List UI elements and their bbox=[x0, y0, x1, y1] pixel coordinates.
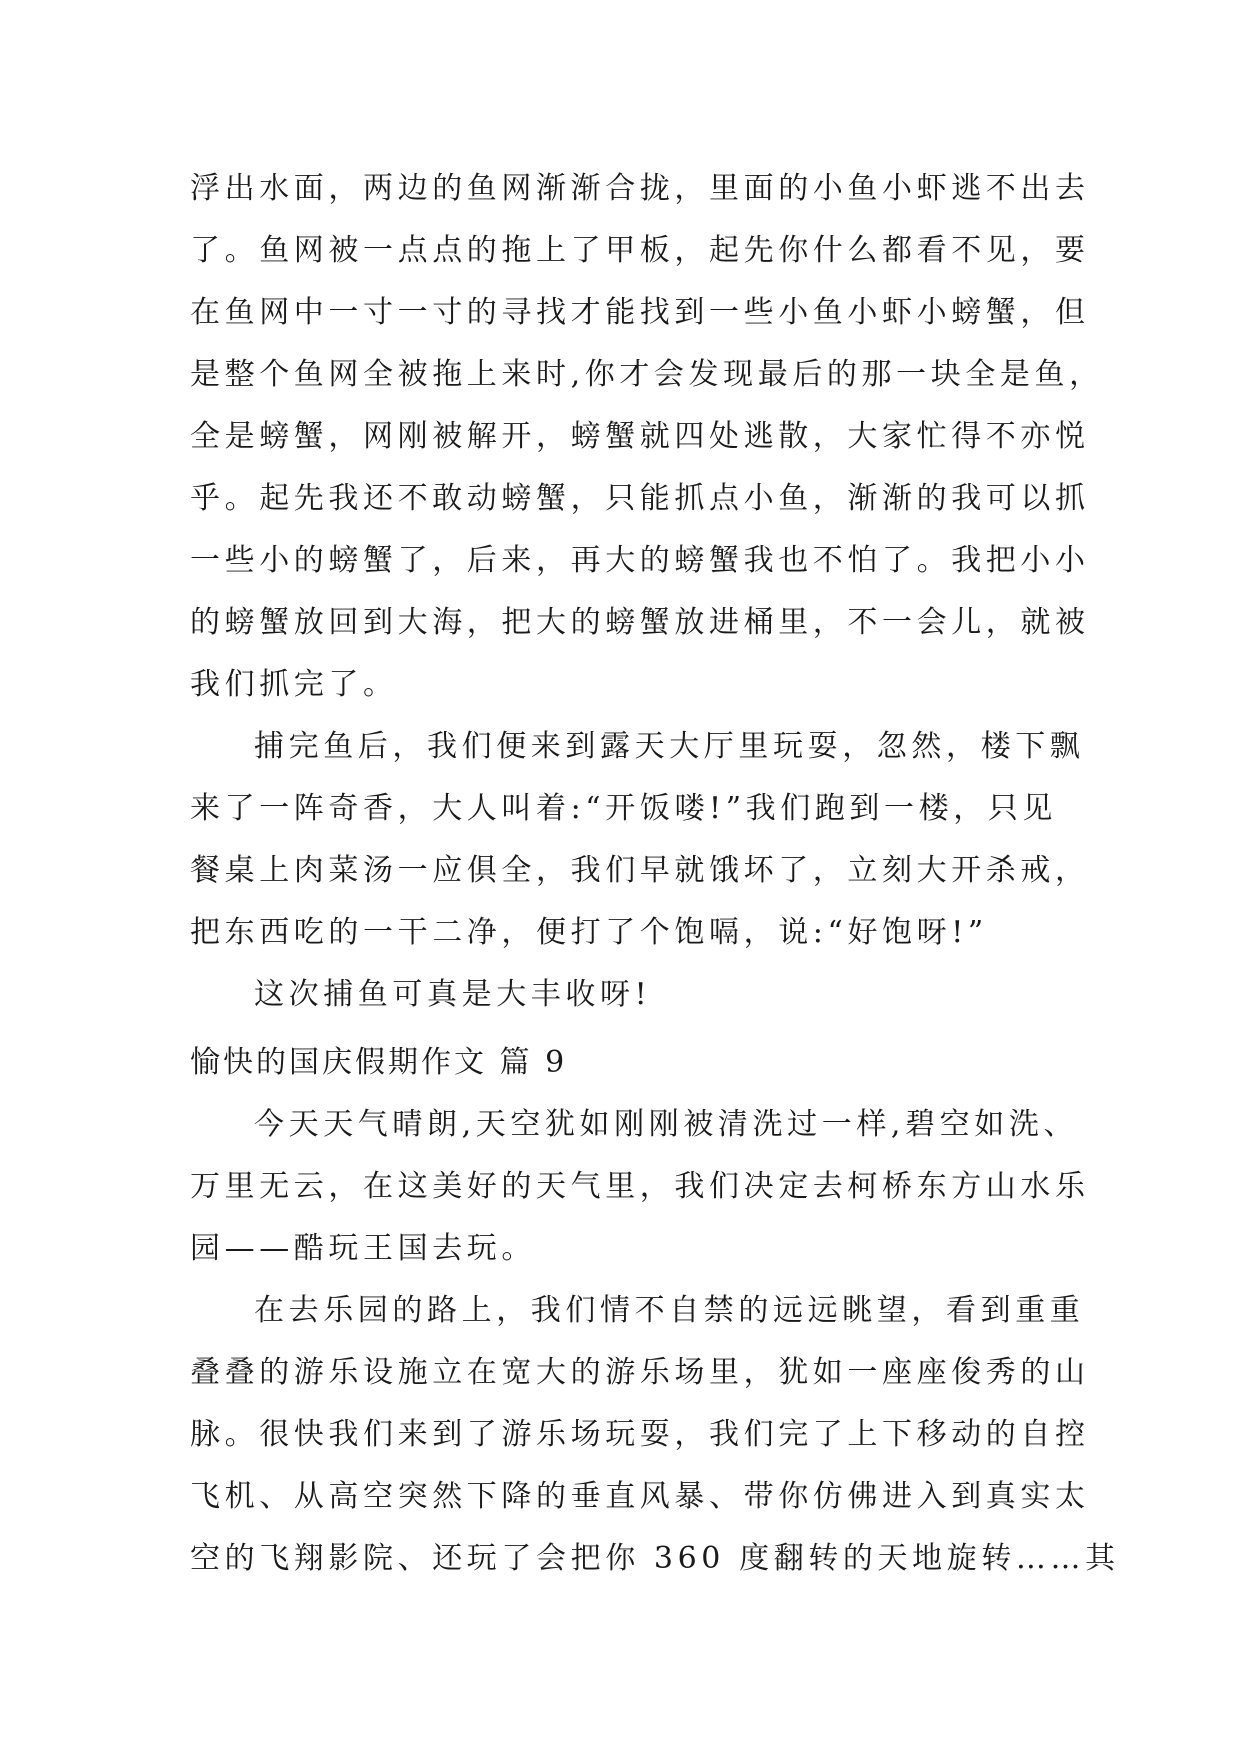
paragraph-net-hauling bbox=[190, 158, 1104, 716]
paragraph-weather bbox=[190, 1094, 1090, 1280]
text-line: 万里无云，在这美好的天气里，我们决定去柯桥东方山水乐 bbox=[190, 1169, 1090, 1204]
essay-heading: 愉快的国庆假期作文 篇 9 bbox=[190, 1045, 568, 1080]
text-line: 来了一阵奇香，大人叫着:“开饭喽!”我们跑到一楼，只见 bbox=[190, 791, 1058, 826]
text-line: 是整个鱼网全被拖上来时,你才会发现最后的那一块全是鱼， bbox=[190, 357, 1104, 392]
text-line: 了。鱼网被一点点的拖上了甲板，起先你什么都看不见，要 bbox=[190, 233, 1090, 268]
text-line: 捕完鱼后，我们便来到露天大厅里玩耍，忽然，楼下飘 bbox=[254, 729, 1085, 764]
paragraph-conclusion bbox=[190, 964, 1070, 1026]
text-line: 脉。很快我们来到了游乐场玩耍，我们完了上下移动的自控 bbox=[190, 1417, 1090, 1452]
paragraph-amusement-park bbox=[190, 1280, 1120, 1590]
text-line: 叠叠的游乐设施立在宽大的游乐场里，犹如一座座俊秀的山 bbox=[190, 1355, 1090, 1390]
text-line: 全是螃蟹，网刚被解开，螃蟹就四处逃散，大家忙得不亦悦 bbox=[190, 419, 1090, 454]
text-line: 今天天气晴朗,天空犹如刚刚被清洗过一样,碧空如洗、 bbox=[254, 1107, 1079, 1142]
text-line: 把东西吃的一干二净，便打了个饱嗝，说:“好饱呀!” bbox=[190, 915, 988, 950]
previous-essay-ending bbox=[190, 158, 1104, 1026]
text-line: 在鱼网中一寸一寸的寻找才能找到一些小鱼小虾小螃蟹，但 bbox=[190, 295, 1090, 330]
text-line: 浮出水面，两边的鱼网渐渐合拢，里面的小鱼小虾逃不出去 bbox=[190, 171, 1090, 206]
text-line: 这次捕鱼可真是大丰收呀! bbox=[254, 977, 652, 1012]
text-line: 我们抓完了。 bbox=[190, 667, 398, 702]
text-line: 空的飞翔影院、还玩了会把你 360 度翻转的天地旋转……其 bbox=[190, 1541, 1120, 1576]
text-line: 的螃蟹放回到大海，把大的螃蟹放进桶里，不一会儿，就被 bbox=[190, 605, 1090, 640]
paragraph-dinner bbox=[190, 716, 1090, 964]
text-line: 园——酷玩王国去玩。 bbox=[190, 1231, 536, 1266]
text-line: 餐桌上肉菜汤一应俱全，我们早就饿坏了，立刻大开杀戒， bbox=[190, 853, 1090, 888]
essay-9 bbox=[190, 1032, 1120, 1590]
text-line: 飞机、从高空突然下降的垂直风暴、带你仿佛进入到真实太 bbox=[190, 1479, 1090, 1514]
text-line: 在去乐园的路上，我们情不自禁的远远眺望，看到重重 bbox=[254, 1293, 1085, 1328]
text-line: 一些小的螃蟹了，后来，再大的螃蟹我也不怕了。我把小小 bbox=[190, 543, 1090, 578]
text-line: 乎。起先我还不敢动螃蟹，只能抓点小鱼，渐渐的我可以抓 bbox=[190, 481, 1090, 516]
